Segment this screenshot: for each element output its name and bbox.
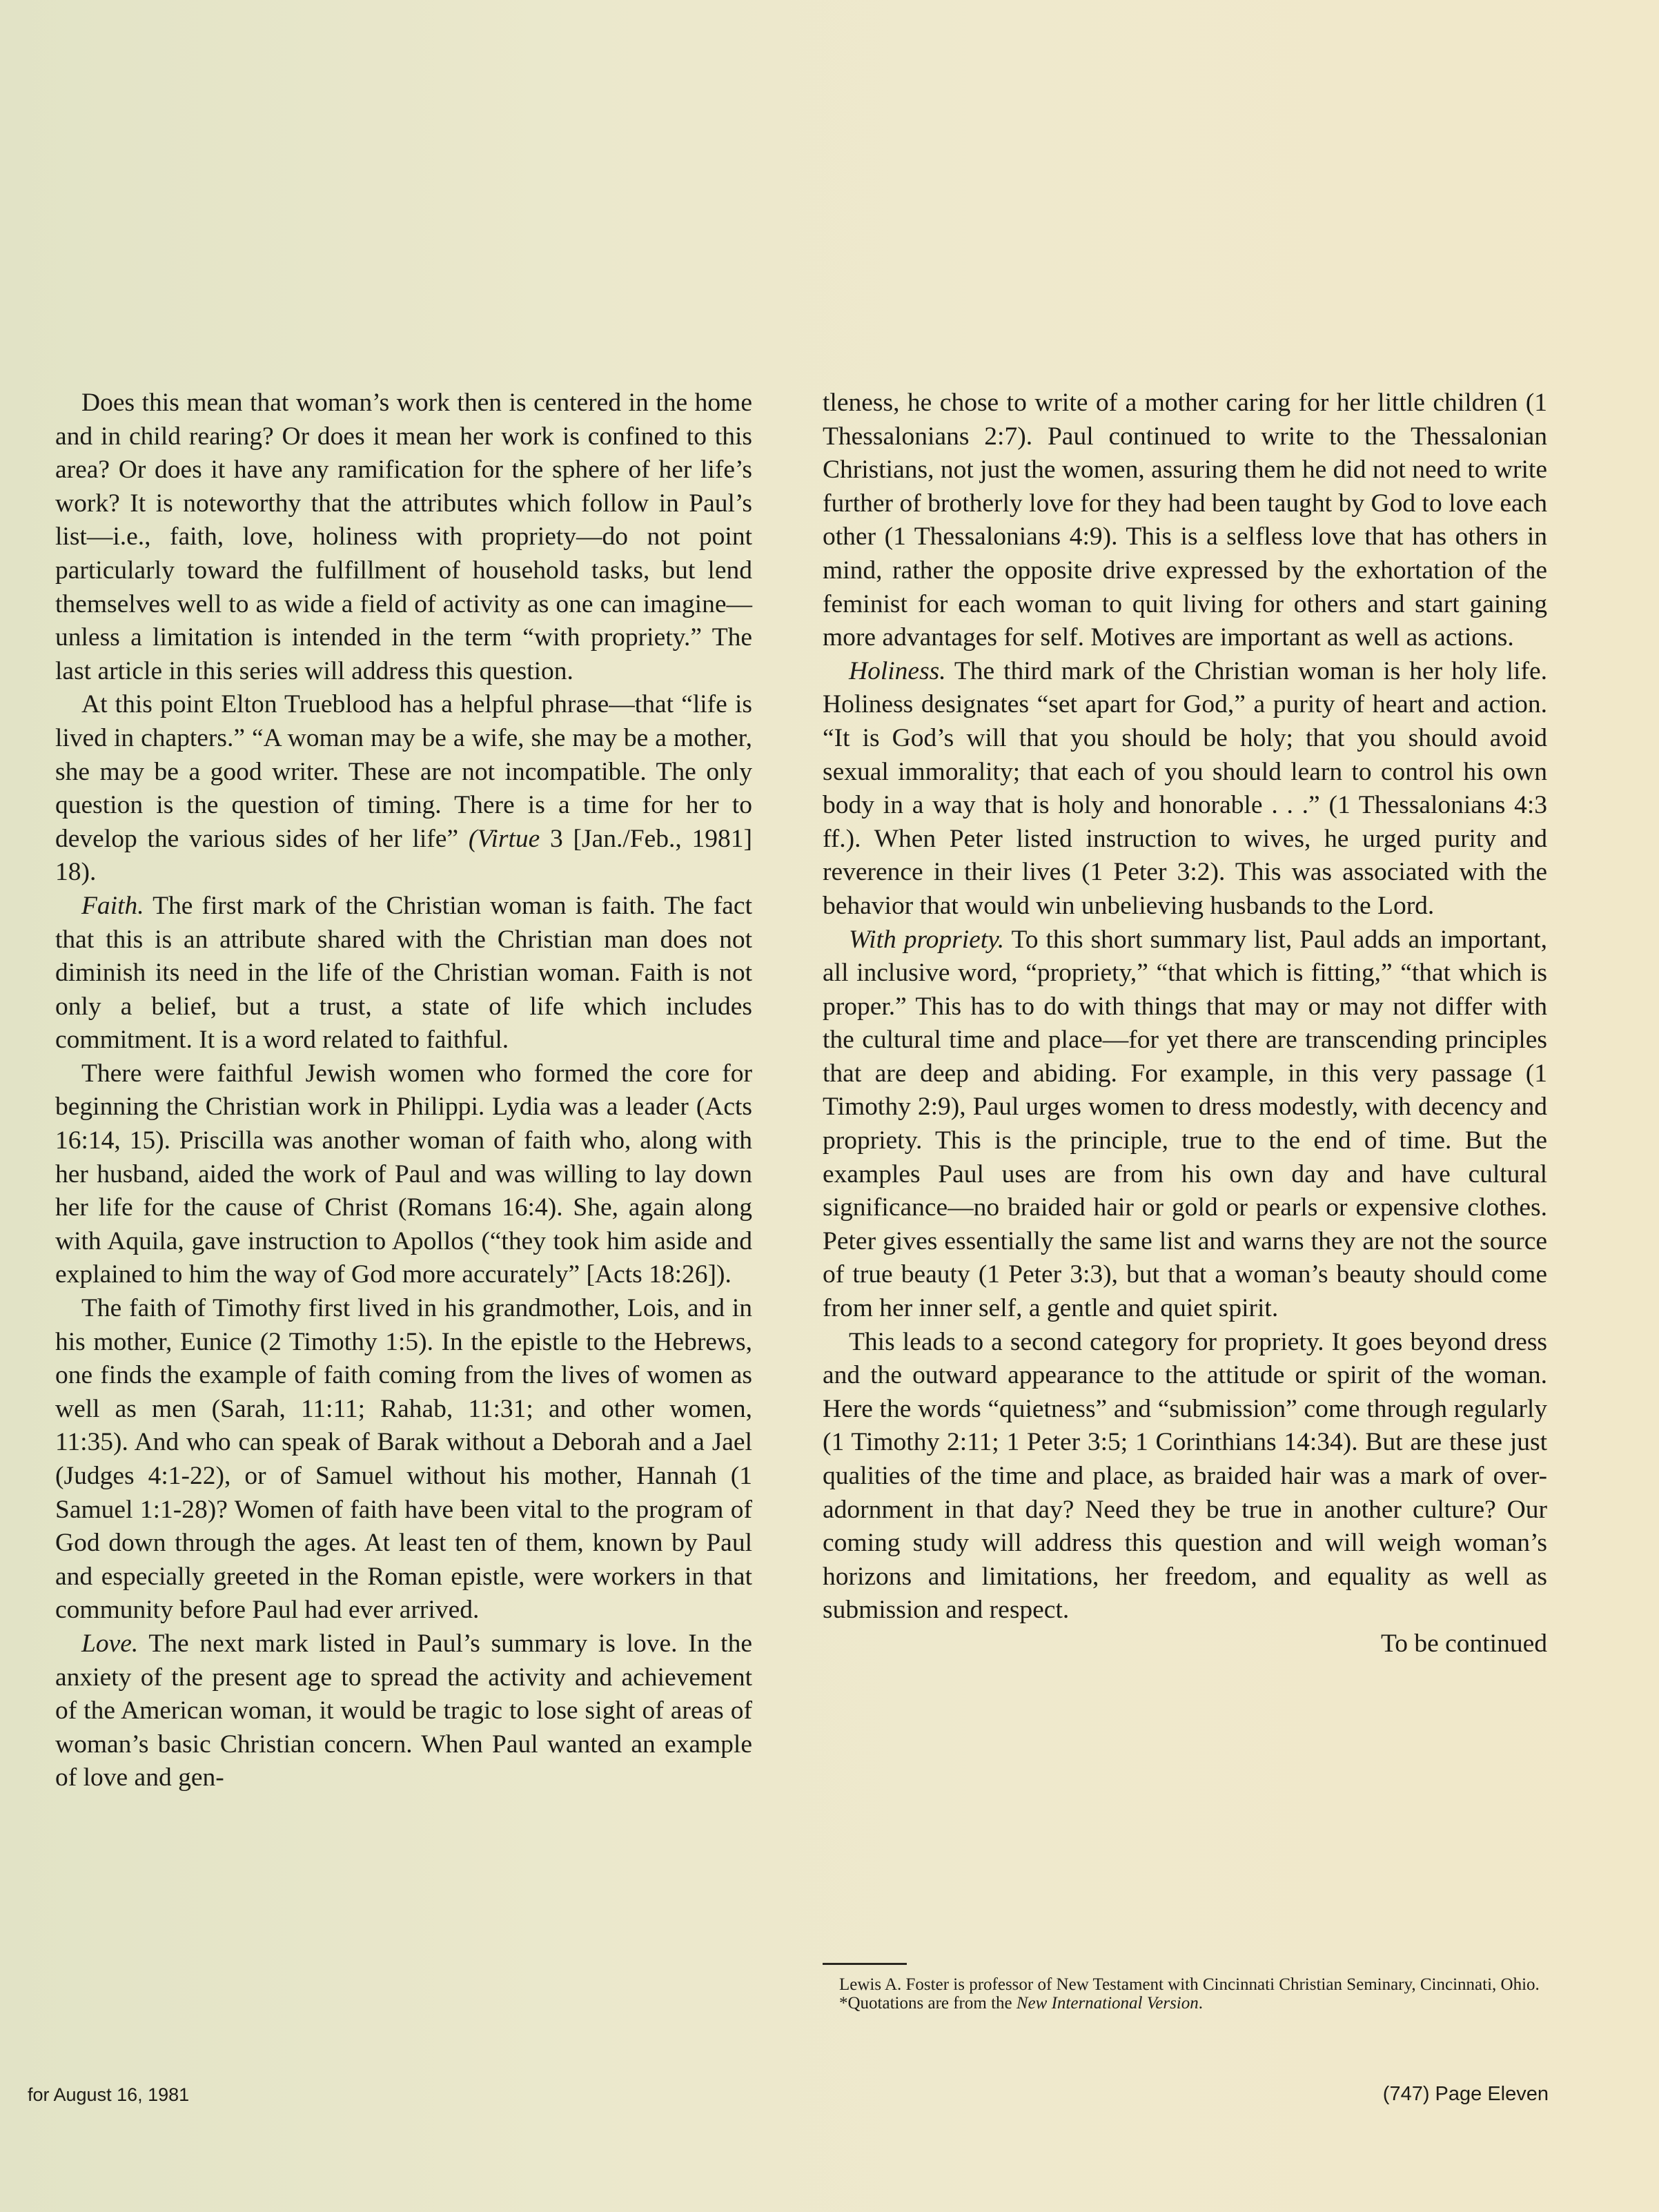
citation-detail: 3 [Jan./Feb., 1981] 18).	[55, 824, 752, 887]
paragraph	[823, 923, 1547, 1326]
quotation-note-end: .	[1198, 1994, 1204, 2013]
paragraph: The faith of Timothy first lived in his grandmother, Lois, and in his mother, Eunice (2 Timothy 1:5). In the epistle to the Hebrews, one finds the example of faith coming from the lives of women as well as men (Sarah, 11:11; Rahab, 11:31; and other women, 11:35). And who can speak of Barak without a Deborah and a Jael (Judges 4:1-22), or of Samuel without his mother, Hannah (1 Samuel 1:1-28)? Women of faith have been vital to the program of God down through the ages. At least ten of them, known by Paul and especially greeted in the Roman epistle, were workers in that community before Paul had ever arrived.	[55, 1294, 752, 1625]
paragraph	[55, 890, 752, 1057]
paragraph-text: The third mark of the Christian woman is her holy life. Holiness designates “set apart for God,” a purity of heart and action. “It is God’s will that you should be holy; that you should avoid sexual immorality; that each of you should learn to control his own body in a way that is holy and honorable . . .” (1 Thessalonians 4:3 ff.). When Peter listed instruction to wives, he urged purity and reverence in their lives (1 Peter 3:2). This was associated with the behavior that would win unbelieving husbands to the Lord.	[823, 656, 1547, 920]
footnote-divider	[823, 1963, 907, 1965]
quotation-note	[823, 1994, 1547, 2013]
right-column	[823, 386, 1547, 1661]
quotation-note-text: *Quotations are from the	[839, 1994, 1017, 2013]
bible-version: New International Version	[1016, 1994, 1199, 2013]
left-column	[55, 386, 752, 1795]
paragraph-text: The first mark of the Christian woman is faith. The fact that this is an attribute shared with the Christian man does not diminish its need in the life of the Christian woman. Faith is not only a belief, but a trust, a state of life which includes commitment. It is a word related to faithful.	[55, 891, 752, 1055]
section-heading-faith: Faith.	[81, 891, 144, 920]
section-heading-love: Love.	[81, 1629, 139, 1658]
paragraph-text: The next mark listed in Paul’s summary is love. In the anxiety of the present age to spread the activity and achievement of the American woman, it would be tragic to lose sight of areas of woman’s basic Christian concern. When Paul wanted an example of love and gen-	[55, 1629, 752, 1792]
paragraph-text: To this short summary list, Paul adds an important, all inclusive word, “propriety,” “that which is fitting,” “that which is proper.” This has to do with things that may or may not differ with the cultural time and place—for yet there are transcending principles that are deep and abiding. For example, in this very passage (1 Timothy 2:9), Paul urges women to dress modestly, with decency and propriety. This is the principle, true to the end of time. But the examples Paul uses are from his own day and have cultural significance—no braided hair or gold or pearls or expensive clothes. Peter gives essentially the same list and warns they are not the source of true beauty (1 Peter 3:3), but that a woman’s beauty should come from her inner self, a gentle and quiet spirit.	[823, 925, 1548, 1323]
paragraph	[55, 1627, 752, 1795]
author-note: Lewis A. Foster is professor of New Testament with Cincinnati Christian Seminary, Cincinnati, Ohio.	[839, 1975, 1540, 1994]
paragraph-text: At this point Elton Trueblood has a helpful phrase—that “life is lived in chapters.” “A woman may be a wife, she may be a mother, she may be a good writer. These are not incompatible. The only question is the question of timing. There is a time for her to develop the various sides of her life”	[55, 690, 752, 853]
section-heading-holiness: Holiness.	[849, 656, 946, 685]
footnote	[823, 1975, 1547, 2013]
bleed-through-text	[1477, 179, 1659, 317]
paragraph: tleness, he chose to write of a mother caring for her little children (1 Thessalonians 2:7). Paul continued to write to the Thessalonian Christians, not just the women, assuring them he did not need to write further of brotherly love for they had been taught by God to love each other (1 Thessalonians 4:9). This is a selfless love that has others in mind, rather the opposite drive expressed by the exhortation of the feminist for each woman to quit living for others and start gaining more advantages for self. Motives are important as well as actions.	[823, 389, 1547, 652]
section-heading-propriety: With propriety.	[849, 925, 1005, 954]
citation-title: (Virtue	[468, 824, 540, 853]
paragraph: There were faithful Jewish women who formed the core for beginning the Christian work in Philippi. Lydia was a leader (Acts 16:14, 15). Priscilla was another woman of faith who, along with her husband, aided the work of Paul and was willing to lay down her life for the cause of Christ (Romans 16:4). She, again along with Aquila, gave instruction to Apollos (“they took him aside and explained to him the way of God more accurately” [Acts 18:26]).	[55, 1059, 752, 1289]
paragraph	[55, 688, 752, 890]
paragraph: This leads to a second category for propriety. It goes beyond dress and the outward appearance to the attitude or spirit of the woman. Here the words “quietness” and “submission” come through regularly (1 Timothy 2:11; 1 Peter 3:5; 1 Corinthians 14:34). But are these just qualities of the time and place, as braided hair was a mark of over-adornment in that day? Need they be true in another culture? Our coming study will address this question and will weigh woman’s horizons and limitations, her freedom, and equality as well as submission and respect.	[823, 1327, 1547, 1625]
issue-date: for August 16, 1981	[28, 2084, 190, 2105]
page-number: (747) Page Eleven	[1382, 2083, 1549, 2105]
paragraph: Does this mean that woman’s work then is centered in the home and in child rearing? Or does it mean her work is confined to this area? Or does it have any ramification for the sphere of her life’s work? It is noteworthy that the attributes which follow in Paul’s list—i.e., faith, love, holiness with propriety—do not point particularly toward the fulfillment of household tasks, but lend themselves well to as wide a field of activity as one can imagine—unless a limitation is intended in the term “with propriety.” The last article in this series will address this question.	[55, 389, 752, 685]
paragraph	[823, 655, 1547, 923]
to-be-continued: To be continued	[1380, 1629, 1547, 1658]
